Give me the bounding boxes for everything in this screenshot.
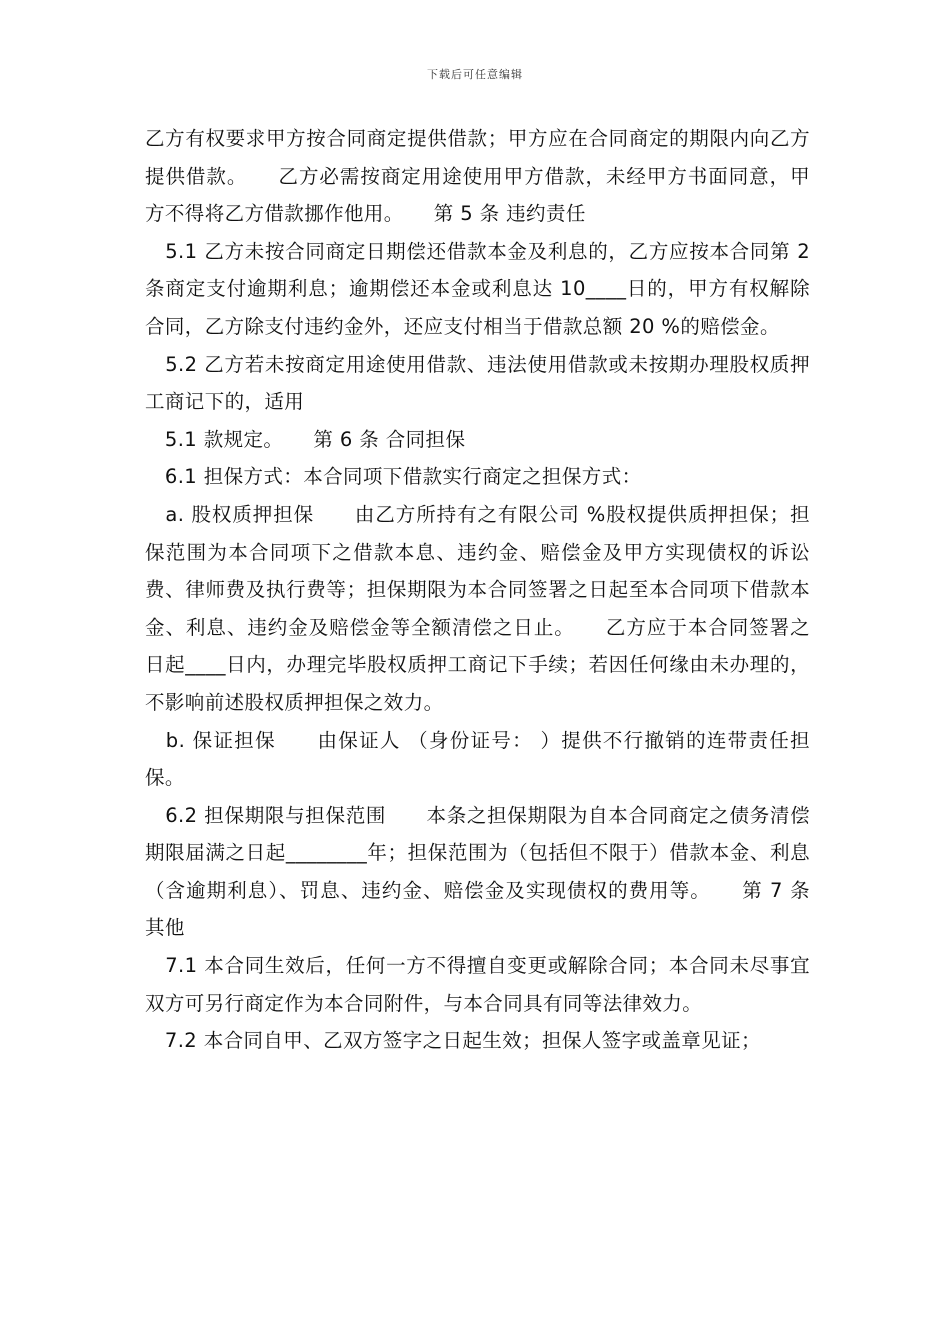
paragraph-5-1: 5.1 乙方未按合同商定日期偿还借款本金及利息的，乙方应按本合同第 2 条商定支付逾期利息；逾期偿还本金或利息达 10____日的，甲方有权解除合同，乙方除支付违约金外，还应支付相当于借款总额 20 %的赔偿金。 <box>145 239 817 338</box>
paragraph-6-1: 6.1 担保方式：本合同项下借款实行商定之担保方式： <box>145 465 642 489</box>
paragraph-7-1: 7.1 本合同生效后，任何一方不得擅自变更或解除合同；本合同未尽事宜双方可另行商定作为本合同附件，与本合同具有同等法律效力。 <box>145 954 810 1015</box>
paragraph-6-1-b: b. 保证担保 由保证人 （身份证号： ）提供不行撤销的连带责任担保。 <box>145 728 810 790</box>
paragraph-article-6-heading: 5.1 款规定。 第 6 条 合同担保 <box>145 427 466 451</box>
document-body <box>145 120 817 1060</box>
page-header-note: 下载后可任意编辑 <box>427 68 523 81</box>
paragraph-7-2: 7.2 本合同自甲、乙双方签字之日起生效；担保人签字或盖章见证； <box>145 1029 761 1053</box>
paragraph-5-2: 5.2 乙方若未按商定用途使用借款、违法使用借款或未按期办理股权质押工商记下的，适用 <box>145 352 810 414</box>
paragraph-loan-obligations: 乙方有权要求甲方按合同商定提供借款；甲方应在合同商定的期限内向乙方提供借款。 乙方必需按商定用途使用甲方借款，未经甲方书面同意，甲方不得将乙方借款挪作他用。 第 5 条 违约责任 <box>145 127 810 226</box>
paragraph-6-1-a: a. 股权质押担保 由乙方所持有之有限公司 %股权提供质押担保；担保范围为本合同项下之借款本息、违约金、赔偿金及甲方实现债权的诉讼费、律师费及执行费等；担保期限为本合同签署之日起至本合同项下借款本金、利息、违约金及赔偿金等全额清偿之日止。 乙方应于本合同签署之日起____日内，办理完毕股权质押工商记下手续；若因任何缘由未办理的，不影响前述股权质押担保之效力。 <box>145 502 810 714</box>
paragraph-6-2: 6.2 担保期限与担保范围 本条之担保期限为自本合同商定之债务清偿期限届满之日起________年；担保范围为（包括但不限于）借款本金、利息（含逾期利息）、罚息、违约金、赔偿金及实现债权的费用等。 第 7 条 其他 <box>145 803 817 940</box>
